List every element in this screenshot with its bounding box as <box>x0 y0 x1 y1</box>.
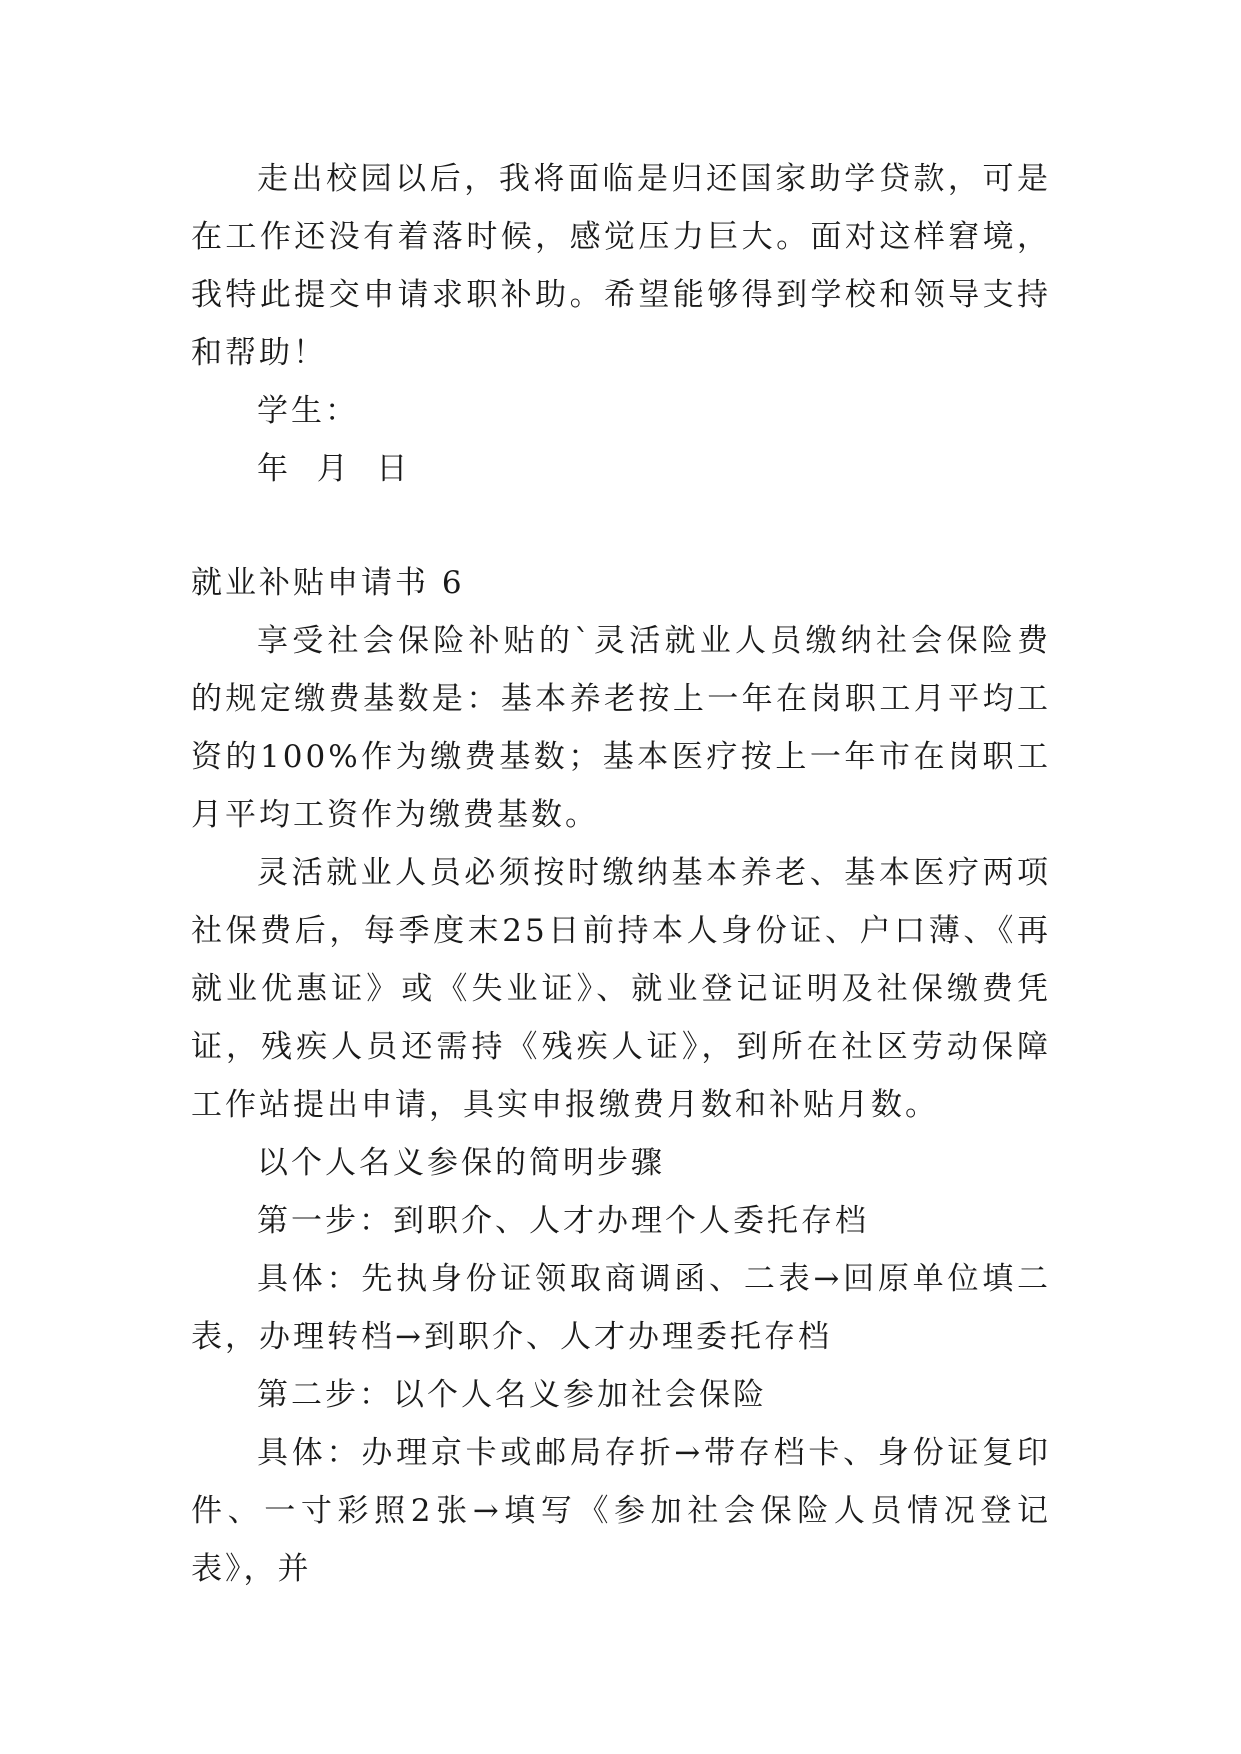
paragraph-hardship: 走出校园以后，我将面临是归还国家助学贷款，可是在工作还没有着落时候，感觉压力巨大。面对这样窘境，我特此提交申请求职补助。希望能够得到学校和领导支持和帮助！ <box>191 161 1051 371</box>
document-page <box>191 150 1051 1598</box>
paragraph-step-one-detail: 具体：先执身份证领取商调函、二表→回原单位填二表，办理转档→到职介、人才办理委托存档 <box>191 1261 1051 1355</box>
paragraph-procedure: 灵活就业人员必须按时缴纳基本养老、基本医疗两项社保费后，每季度末25日前持本人身份证、户口薄、《再就业优惠证》或《失业证》、就业登记证明及社保缴费凭证，残疾人员还需持《残疾人证》，到所在社区劳动保障工作站提出申请，具实申报缴费月数和补贴月数。 <box>191 855 1051 1123</box>
signature-date: 年 月 日 <box>257 451 411 487</box>
paragraph-base: 享受社会保险补贴的`灵活就业人员缴纳社会保险费的规定缴费基数是：基本养老按上一年在岗职工月平均工资的100%作为缴费基数；基本医疗按上一年市在岗职工月平均工资作为缴费基数。 <box>191 623 1051 833</box>
section-title: 就业补贴申请书 6 <box>191 565 465 601</box>
paragraph-step-one: 第一步：到职介、人才办理个人委托存档 <box>257 1203 869 1239</box>
paragraph-steps-title: 以个人名义参保的简明步骤 <box>257 1145 665 1181</box>
paragraph-step-two-detail: 具体：办理京卡或邮局存折→带存档卡、身份证复印件、一寸彩照2张→填写《参加社会保险人员情况登记表》，并 <box>191 1435 1051 1587</box>
paragraph-step-two: 第二步：以个人名义参加社会保险 <box>257 1377 767 1413</box>
signature-student: 学生： <box>257 393 359 429</box>
